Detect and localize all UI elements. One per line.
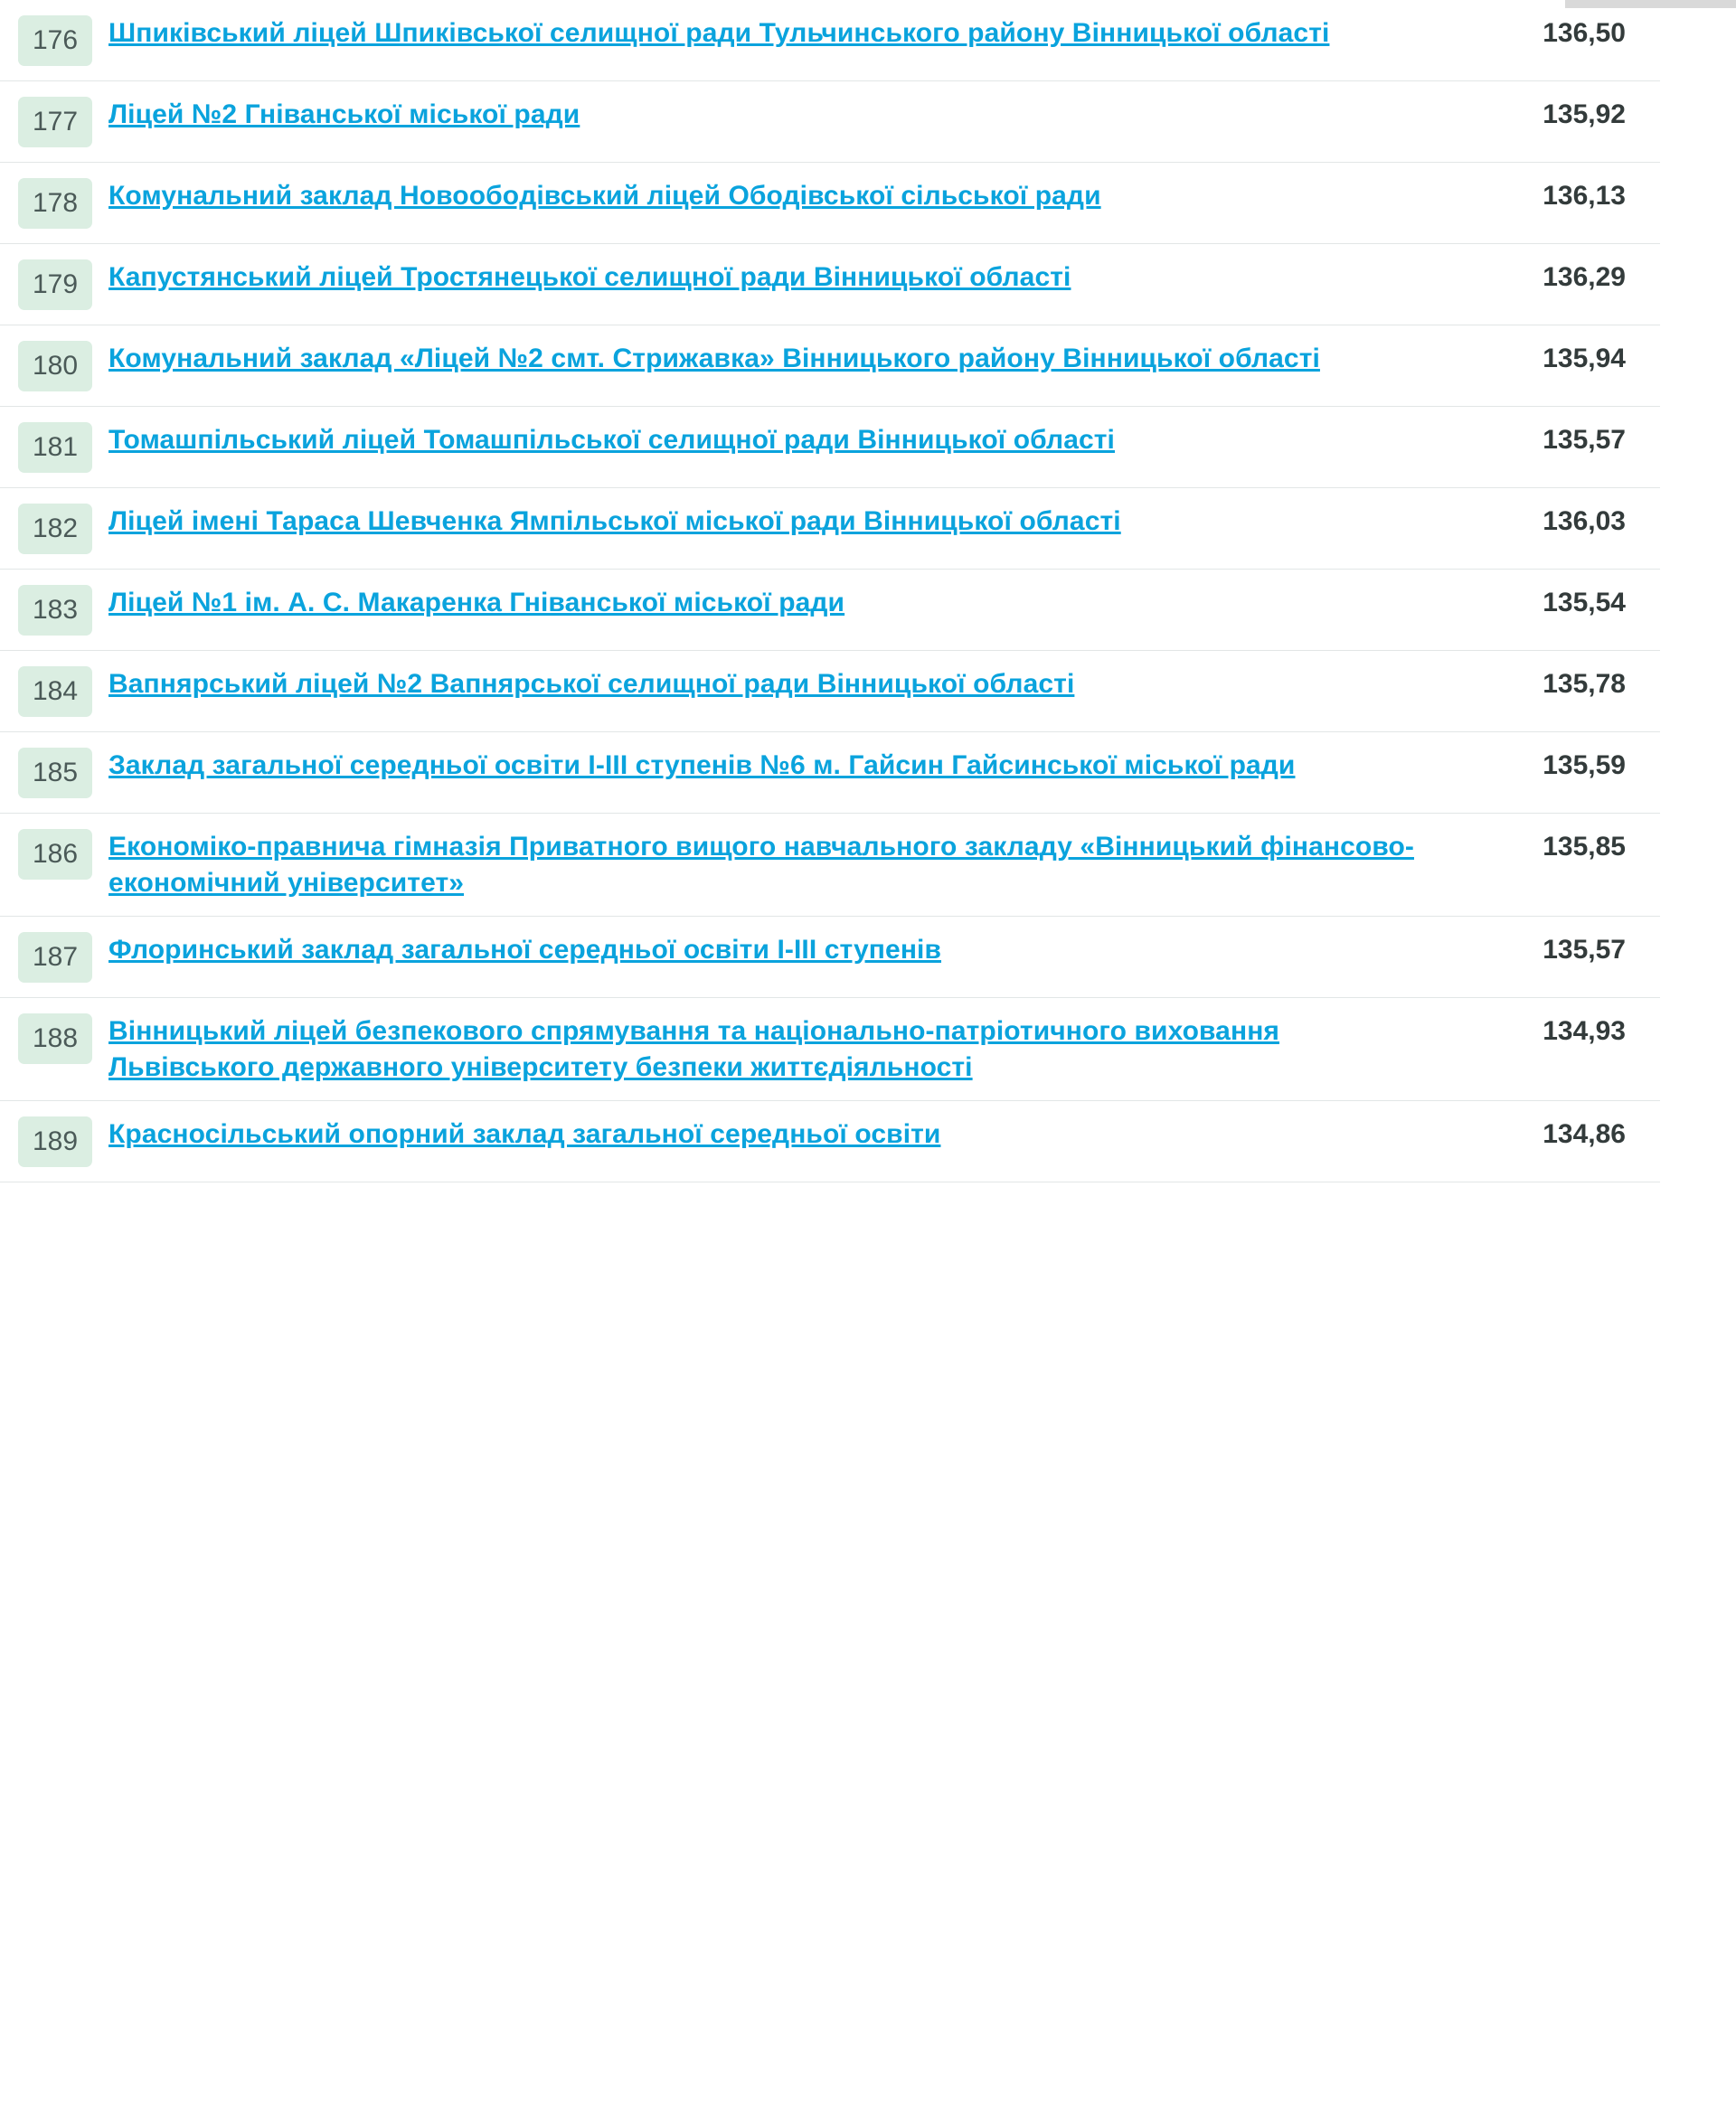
school-name-link[interactable]: Томашпільський ліцей Томашпільської селищної ради Вінницької області bbox=[108, 425, 1115, 455]
school-name-link[interactable]: Ліцей імені Тараса Шевченка Ямпільської міської ради Вінницької області bbox=[108, 506, 1121, 536]
table-row[interactable] bbox=[0, 488, 1660, 570]
school-score: 135,78 bbox=[1543, 669, 1626, 699]
school-name-link[interactable]: Комунальний заклад Новообoдівський ліцей Ободівської сільської ради bbox=[108, 181, 1101, 211]
school-score: 135,85 bbox=[1543, 832, 1626, 862]
rank-badge: 188 bbox=[18, 1013, 92, 1064]
school-name-link[interactable]: Вінницький ліцей безпекового спрямування та національно-патріотичного виховання Львівського державного університету безпеки життєдіяльності bbox=[108, 1015, 1280, 1082]
school-score: 135,59 bbox=[1543, 750, 1626, 780]
school-score: 135,57 bbox=[1543, 934, 1626, 965]
rank-badge: 176 bbox=[18, 15, 92, 66]
school-name-link[interactable]: Ліцей №2 Гніванської міської ради bbox=[108, 99, 580, 129]
rank-badge: 182 bbox=[18, 504, 92, 554]
table-row[interactable] bbox=[0, 407, 1660, 488]
school-score: 135,94 bbox=[1543, 344, 1626, 373]
school-name-link[interactable]: Красносільський опорний заклад загальної середньої освіти bbox=[108, 1118, 941, 1149]
rank-badge: 183 bbox=[18, 585, 92, 636]
table-row[interactable] bbox=[0, 325, 1660, 407]
table-row[interactable] bbox=[0, 81, 1660, 163]
school-score: 135,54 bbox=[1543, 588, 1626, 617]
rank-badge: 185 bbox=[18, 748, 92, 798]
school-score: 134,86 bbox=[1543, 1118, 1626, 1149]
table-row[interactable] bbox=[0, 244, 1660, 325]
rank-badge: 179 bbox=[18, 259, 92, 310]
table-row[interactable] bbox=[0, 570, 1660, 651]
table-row[interactable] bbox=[0, 814, 1660, 917]
table-row[interactable] bbox=[0, 732, 1660, 814]
school-score: 136,29 bbox=[1543, 262, 1626, 292]
school-name-link[interactable]: Шпиківський ліцей Шпиківської селищної ради Тульчинського району Вінницької області bbox=[108, 18, 1330, 48]
school-name-link[interactable]: Вапнярський ліцей №2 Вапнярської селищної ради Вінницької області bbox=[108, 669, 1075, 699]
school-name-link[interactable]: Флоринський заклад загальної середньої освіти I-III ступенів bbox=[108, 934, 942, 965]
rank-badge: 184 bbox=[18, 666, 92, 717]
rank-badge: 187 bbox=[18, 932, 92, 983]
school-score: 136,50 bbox=[1543, 18, 1626, 48]
school-name-link[interactable]: Комунальний заклад «Ліцей №2 смт. Стрижавка» Вінницького району Вінницької області bbox=[108, 344, 1320, 373]
rank-badge: 181 bbox=[18, 422, 92, 473]
school-name-link[interactable]: Економіко-правнича гімназія Приватного вищого навчального закладу «Вінницький фінансово-економічний університет» bbox=[108, 832, 1414, 898]
school-score: 136,03 bbox=[1543, 506, 1626, 536]
page-top-strip bbox=[1565, 0, 1736, 8]
rank-badge: 189 bbox=[18, 1116, 92, 1167]
rank-badge: 177 bbox=[18, 97, 92, 147]
school-name-link[interactable]: Капустянський ліцей Тростянецької селищної ради Вінницької області bbox=[108, 262, 1071, 292]
table-row[interactable] bbox=[0, 0, 1660, 81]
school-score: 134,93 bbox=[1543, 1015, 1626, 1046]
school-name-link[interactable]: Заклад загальної середньої освіти I-III ступенів №6 м. Гайсин Гайсинської міської ради bbox=[108, 750, 1296, 780]
table-row[interactable] bbox=[0, 163, 1660, 244]
school-score: 136,13 bbox=[1543, 181, 1626, 211]
school-score: 135,92 bbox=[1543, 99, 1626, 129]
rank-badge: 180 bbox=[18, 341, 92, 391]
school-score: 135,57 bbox=[1543, 425, 1626, 455]
rank-badge: 178 bbox=[18, 178, 92, 229]
table-row[interactable] bbox=[0, 998, 1660, 1101]
table-row[interactable] bbox=[0, 651, 1660, 732]
table-row[interactable] bbox=[0, 917, 1660, 998]
school-name-link[interactable]: Ліцей №1 ім. А. С. Макаренка Гніванської міської ради bbox=[108, 588, 845, 617]
rank-badge: 186 bbox=[18, 829, 92, 880]
table-row[interactable] bbox=[0, 1101, 1660, 1182]
